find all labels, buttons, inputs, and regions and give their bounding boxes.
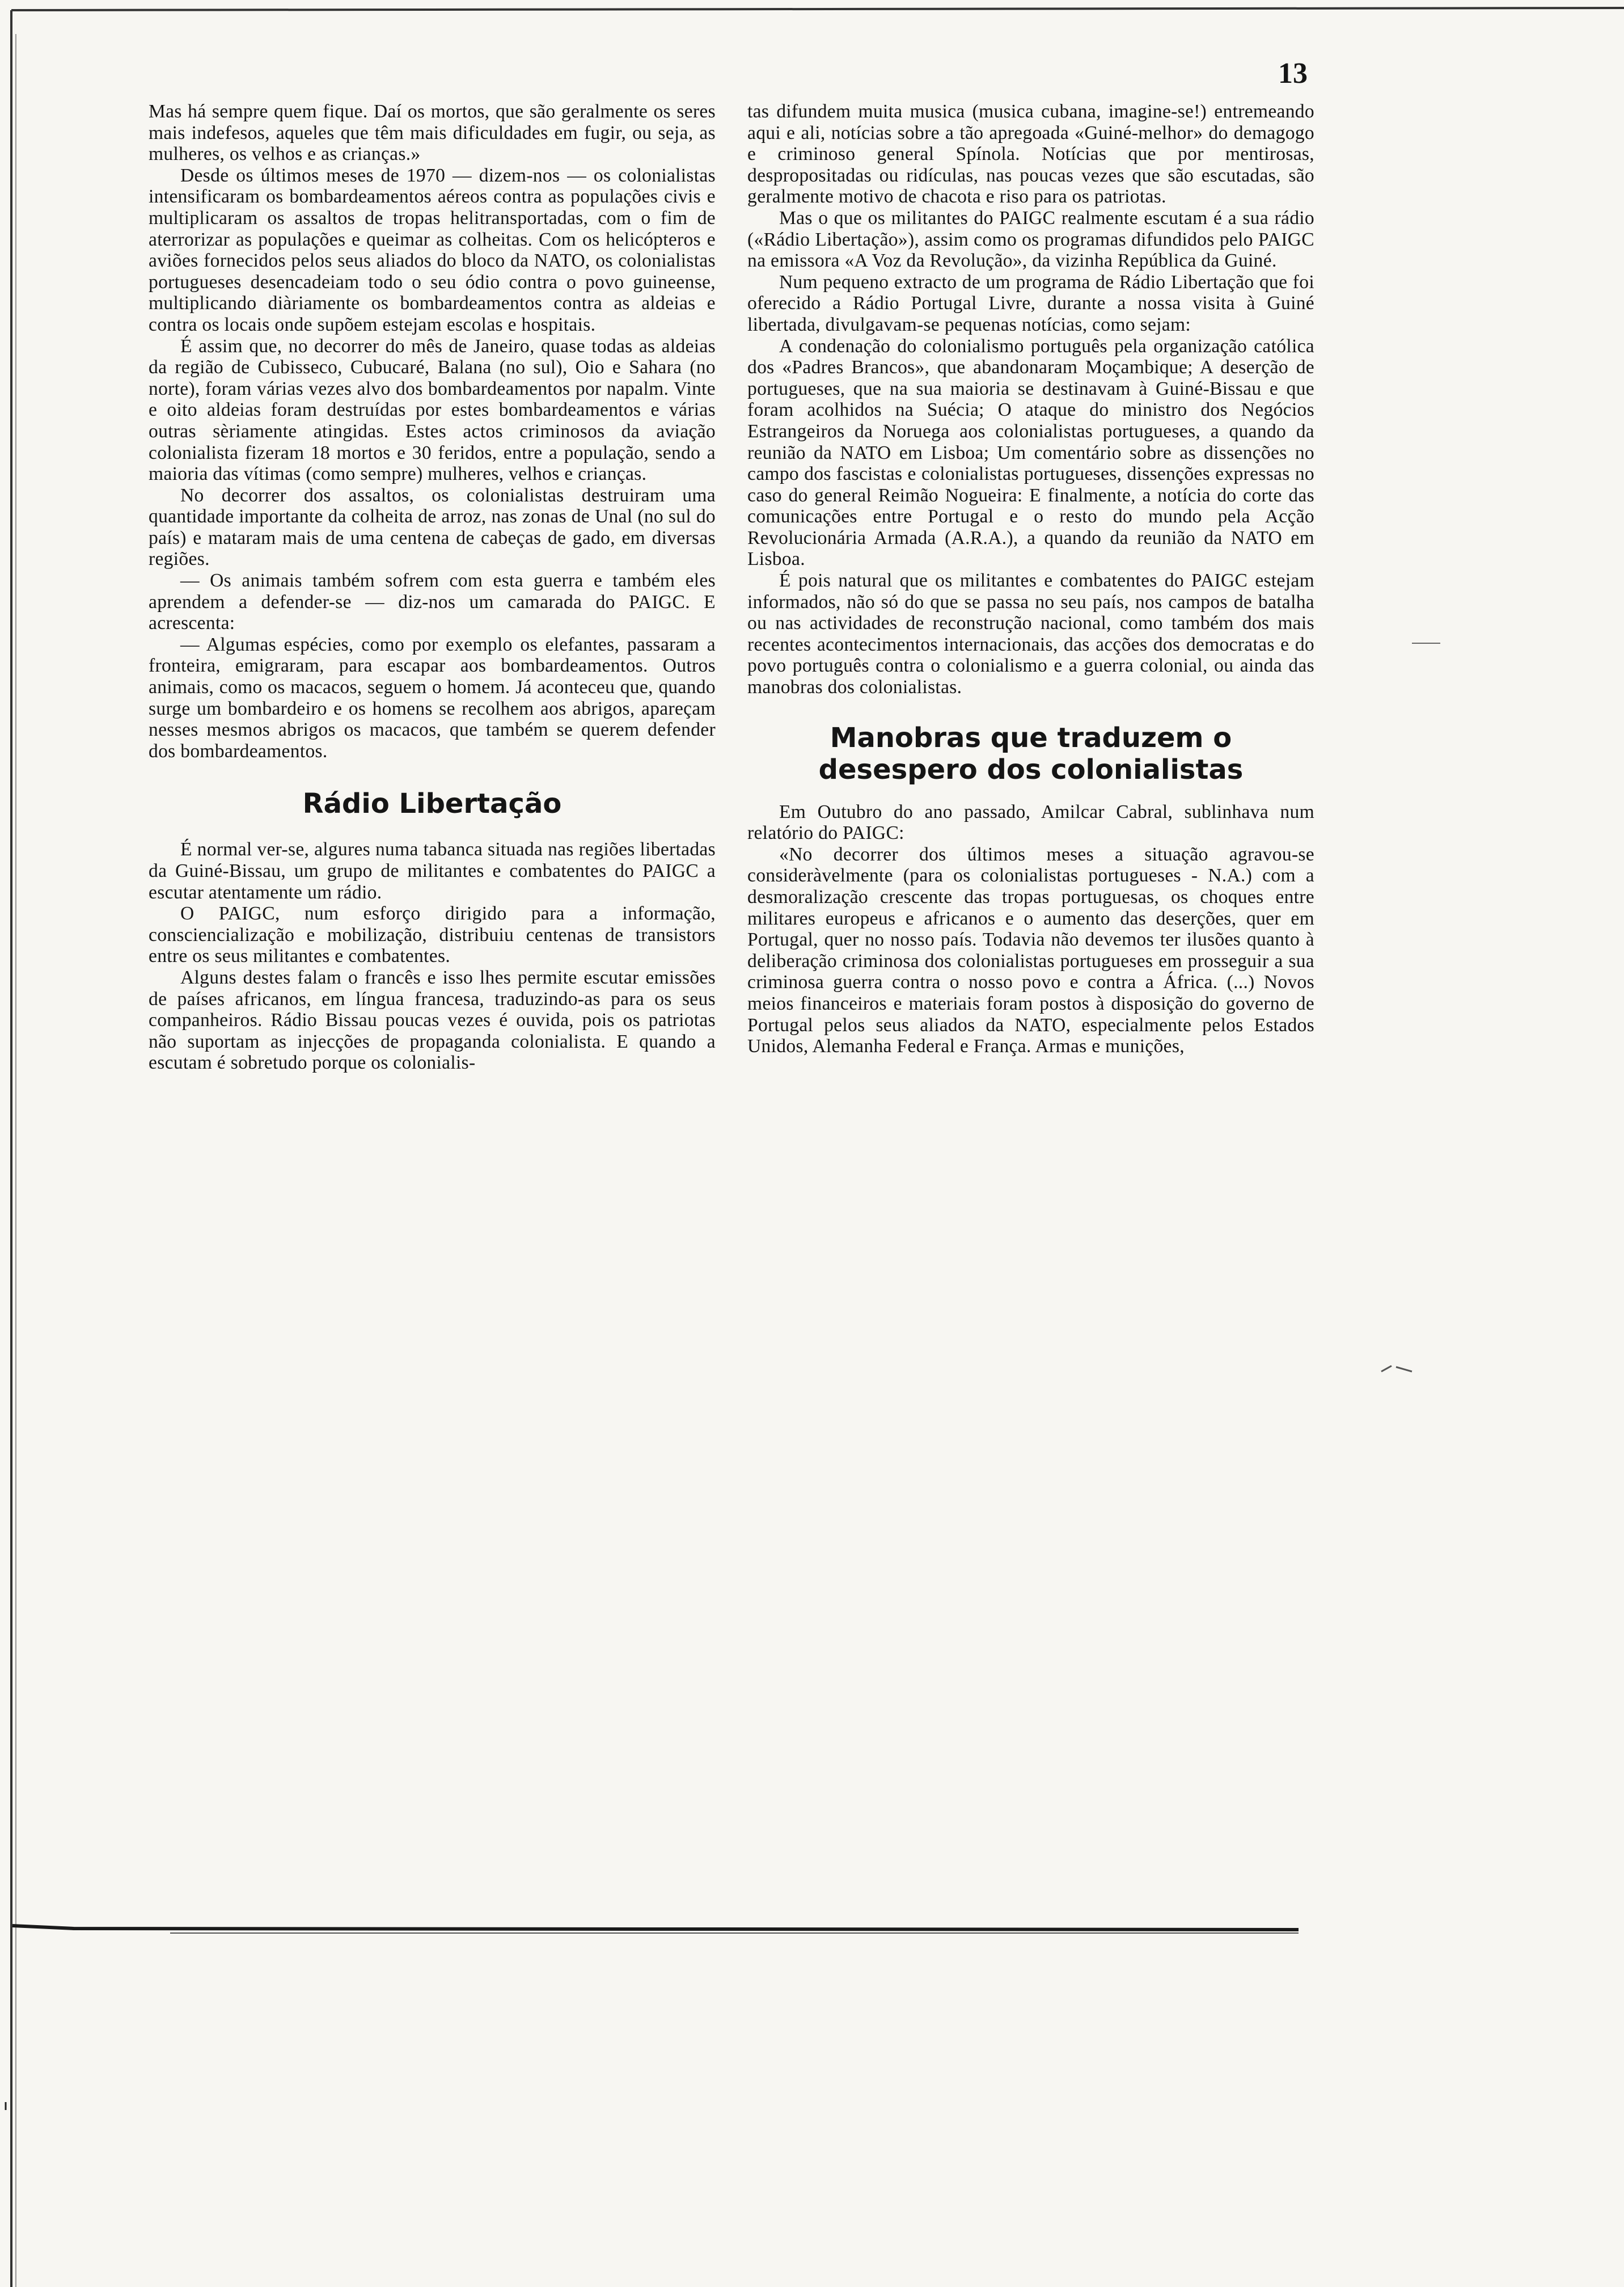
section-heading-manobras xyxy=(747,722,1314,786)
bottom-crop-line xyxy=(12,1926,1299,1930)
page-number: 13 xyxy=(1278,57,1308,90)
paragraph: Mas há sempre quem fique. Daí os mortos, que são geralmente os seres mais indefesos, aqueles que têm mais dificuldades em fugir, ou seja, as mulheres, os velhos e as crianças.» xyxy=(149,101,716,165)
top-edge-line xyxy=(11,8,1624,10)
right-column xyxy=(747,101,1314,1057)
paragraph: Alguns destes falam o francês e isso lhes permite escutar emissões de países africanos, em língua francesa, traduzindo-as para os seus companheiros. Rádio Bissau poucas vezes é ouvida, pois os patriotas não suportam as injecções de propaganda colonialista. E quando a escutam é sobretudo porque os colonialis- xyxy=(149,967,716,1074)
paragraph: A condenação do colonialismo português pela organização católica dos «Padres Brancos», que abandonaram Moçambique; A deserção de portugueses, que na sua maioria se destinavam à Guiné-Bissau e que foram acolhidos na Suécia; O ataque do ministro dos Negócios Estrangeiros da Noruega aos colonialistas portugueses, a quando da reunião da NATO em Lisboa; Um comentário sobre as dissenções no campo dos fascistas e colonialistas portugueses, dissenções expressas no caso do general Reimão Nogueira: E finalmente, a notícia do corte das comunicações entre Portugal e o resto do mundo pela Acção Revolucionária Armada (A.R.A.), a quando da reunião da NATO em Lisboa. xyxy=(747,335,1314,570)
paragraph: Mas o que os militantes do PAIGC realmente escutam é a sua rádio («Rádio Libertação»), assim como os programas difundidos pelo PAIGC na emissora «A Voz da Revolução», da vizinha República da Guiné. xyxy=(747,207,1314,272)
paragraph: É normal ver-se, algures numa tabanca situada nas regiões libertadas da Guiné-Bissau, um grupo de militantes e combatentes do PAIGC a escutar atentamente um rádio. xyxy=(149,839,716,903)
paragraph: — Algumas espécies, como por exemplo os elefantes, passaram a fronteira, emigraram, para escapar aos bombardeamentos. Outros animais, como os macacos, seguem o homem. Já aconteceu que, quando surge um bombardeiro e os homens se recolhem aos abrigos, apareçam nesses mesmos abrigos os macacos, que também se querem defender dos bombardeamentos. xyxy=(149,634,716,762)
heading-line: desespero dos colonialistas xyxy=(818,753,1244,786)
paragraph: «No decorrer dos últimos meses a situação agravou-se consideràvelmente (para os colonialistas portugueses - N.A.) com a desmoralização crescente das tropas portuguesas, os choques entre militares europeus e africanos e o aumento das deserções, quer em Portugal, quer no nosso país. Todavia não devemos ter ilusões quanto à deliberação criminosa dos colonialistas portugueses em prosseguir a sua criminosa guerra contra o nosso povo e contra a África. (...) Novos meios financeiros e materiais foram postos à disposição do governo de Portugal pelos seus aliados da NATO, especialmente pelos Estados Unidos, Alemanha Federal e França. Armas e munições, xyxy=(747,843,1314,1057)
left-column xyxy=(149,101,716,1074)
paragraph: tas difundem muita musica (musica cubana, imagine-se!) entremeando aqui e ali, notícias sobre a tão apregoada «Guiné-melhor» do demagogo e criminoso general Spínola. Notícias que por mentirosas, despropositadas ou ridículas, nas poucas vezes que são escutadas, são geralmente motivo de chacota e riso para os patriotas. xyxy=(747,101,1314,208)
paragraph: No decorrer dos assaltos, os colonialistas destruiram uma quantidade importante da colheita de arroz, nas zonas de Unal (no sul do país) e mataram mais de uma centena de cabeças de gado, em diversas regiões. xyxy=(149,484,716,570)
section-heading-radio-libertacao: Rádio Libertação xyxy=(302,788,562,820)
margin-mark xyxy=(1381,1366,1412,1372)
heading-line: Manobras que traduzem o xyxy=(830,721,1232,754)
paragraph: É pois natural que os militantes e combatentes do PAIGC estejam informados, não só do que se passa no seu país, nos campos de batalha ou nas actividades de reconstrução nacional, como também dos mais recentes acontecimentos internacionais, das acções dos democratas e do povo português contra o colonialismo e a guerra colonial, ou ainda das manobras dos colonialistas. xyxy=(747,570,1314,698)
paragraph: — Os animais também sofrem com esta guerra e também eles aprendem a defender-se — diz-nos um camarada do PAIGC. E acrescenta: xyxy=(149,570,716,634)
paragraph: É assim que, no decorrer do mês de Janeiro, quase todas as aldeias da região de Cubisseco, Cubucaré, Balana (no sul), Oio e Sahara (no norte), foram várias vezes alvo dos bombardeamentos por napalm. Vinte e oito aldeias foram destruídas por estes bombardeamentos e várias outras sèriamente atingidas. Estes actos criminosos da aviação colonialista fizeram 18 mortos e 30 feridos, entre a população, sendo a maioria das vítimas (como sempre) mulheres, velhos e crianças. xyxy=(149,335,716,485)
paragraph: Em Outubro do ano passado, Amilcar Cabral, sublinhava num relatório do PAIGC: xyxy=(747,801,1314,844)
paragraph: O PAIGC, num esforço dirigido para a informação, consciencialização e mobilização, distribuiu centenas de transistors entre os seus militantes e combatentes. xyxy=(149,903,716,967)
paragraph: Desde os últimos meses de 1970 — dizem-nos — os colonialistas intensificaram os bombardeamentos aéreos contra as populações civis e multiplicaram os assaltos de tropas helitransportadas, com o fim de aterrorizar as populações e queimar as colheitas. Com os helicópteros e aviões fornecidos pelos seus aliados do bloco da NATO, os colonialistas portugueses desencadeiam todo o seu ódio contra o povo guineense, multiplicando diàriamente os bombardeamentos contra as aldeias e contra os locais onde supõem estejam escolas e hospitais. xyxy=(149,164,716,335)
paragraph: Num pequeno extracto de um programa de Rádio Libertação que foi oferecido a Rádio Portugal Livre, durante a nossa visita à Guiné libertada, divulgavam-se pequenas notícias, como sejam: xyxy=(747,271,1314,335)
